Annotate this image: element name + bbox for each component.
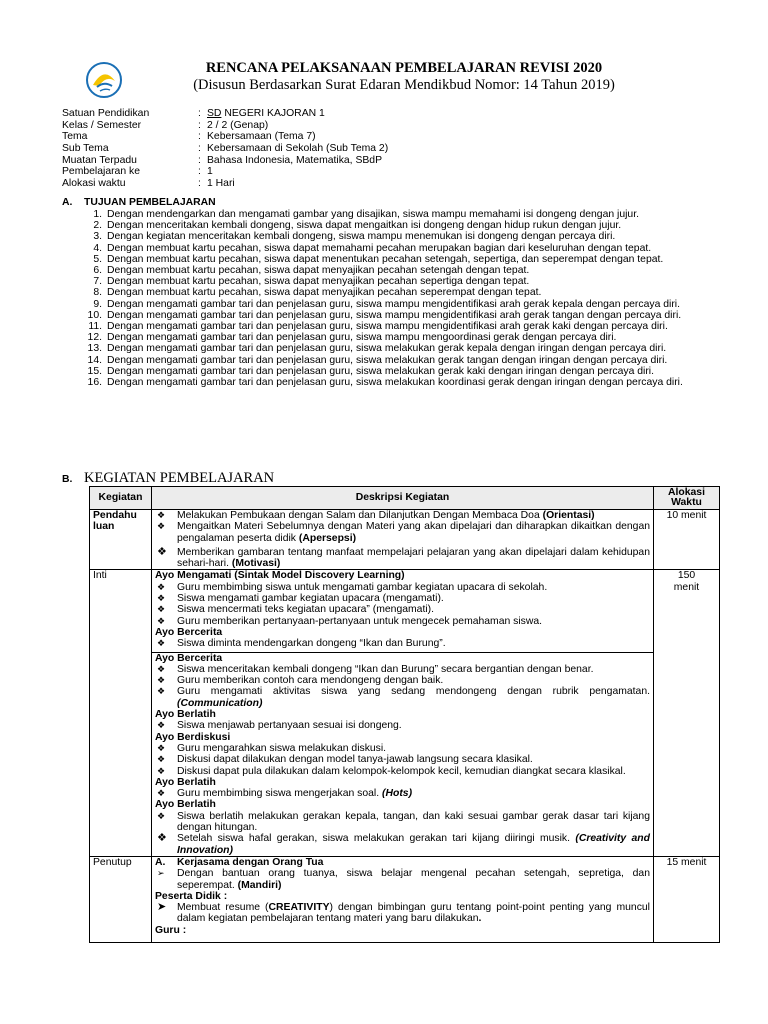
identity-label: Pembelajaran ke (62, 166, 140, 178)
goal-text: Dengan mengamati gambar tari dan penjelasan guru, siswa mampu mengidentifikasi arah gerak tangan dengan percaya diri. (107, 309, 682, 321)
activities-table (89, 486, 720, 943)
list-item: ❖ Guru memberikan pertanyaan-pertanyaan untuk mengecek pemahaman siswa. (157, 615, 543, 627)
diamond-bullet-icon: ❖ (157, 788, 166, 799)
identity-row (62, 131, 388, 143)
goal-number: 2. (93, 220, 102, 232)
goal-number: 13. (87, 343, 102, 355)
diamond-bullet-icon: ❖ (157, 765, 166, 776)
goal-text: Dengan mengamati gambar tari dan penjelasan guru, siswa melakukan gerak kepala dengan iringan dengan percaya diri. (107, 343, 667, 355)
list-item (84, 287, 714, 298)
list-item (84, 299, 714, 310)
header-alokasi: Alokasi Waktu (654, 487, 720, 510)
document-title: RENCANA PELAKSANAAN PEMBELAJARAN REVISI 2020 (205, 60, 603, 76)
goal-number: 12. (87, 332, 102, 344)
diamond-bullet-icon: ❖ (157, 521, 166, 532)
goal-text: Dengan mendengarkan dan mengamati gambar yang disajikan, siswa mampu memahami isi dongeng dengan jujur. (107, 209, 639, 220)
list-item (84, 343, 714, 354)
list-item: ❖ Siswa berlatih melakukan gerakan kepala, tangan, dan kaki sesuai gambar gerak dasar tari kijang dengan hitungan. (157, 810, 650, 834)
list-item: ➢ Dengan bantuan orang tuanya, siswa belajar mengenal pecahan setengah, sepretiga, dan seperempat. (Mandiri) (157, 868, 650, 891)
identity-value: Kebersamaan (Tema 7) (207, 131, 316, 143)
list-item: ❖ Siswa menjawab pertanyaan sesuai isi dongeng. (157, 720, 402, 732)
diamond-bullet-icon: ❖ (157, 604, 166, 615)
goal-number: 11. (88, 321, 102, 333)
goal-text: Dengan mengamati gambar tari dan penjelasan guru, siswa mampu mengidentifikasi arah gerak kepala dengan percaya diri. (107, 298, 680, 310)
goal-number: 3. (93, 231, 102, 243)
list-item: ❖ Diskusi dapat pula dilakukan dalam kelompok-kelompok kecil, kemudian diangkat secara klasikal. (157, 765, 626, 777)
list-item (84, 254, 714, 265)
list-item: ❖ Siswa mengamati gambar kegiatan upacara (mengamati). (157, 593, 444, 605)
list-item: ❖ Guru memberikan contoh cara mendongeng dengan baik. (157, 675, 444, 687)
goal-text: Dengan membuat kartu pecahan, siswa dapat menyajikan pecahan setengah dengan tepat. (107, 265, 530, 277)
subheading-bercerita-2: Ayo Bercerita (155, 652, 223, 664)
list-item: ❖ Setelah siswa hafal gerakan, siswa melakukan gerakan tari kijang diiringi musik. (Creativity and Innovation) (157, 832, 650, 856)
diamond-bullet-icon: ❖ (157, 742, 166, 753)
identity-row (62, 120, 388, 132)
list-item (84, 265, 714, 276)
identity-value: SD NEGERI KAJORAN 1 (207, 108, 325, 119)
list-item: ❖ Memberikan gambaran tentang manfaat mempelajari pelajaran yang akan dipelajari dalam kehidupan sehari-hari. (Motivasi) (157, 545, 650, 570)
arrowhead-bullet-icon: ➢ (157, 868, 165, 879)
goal-number: 6. (93, 265, 102, 277)
identity-label: Muatan Terpadu (62, 154, 137, 166)
diamond-bullet-icon: ❖ (157, 720, 166, 731)
alokasi-pendahuluan: 10 menit (654, 510, 720, 570)
subheading-bercerita: Ayo Bercerita (155, 626, 223, 638)
identity-value: Kebersamaan di Sekolah (Sub Tema 2) (207, 143, 389, 155)
section-b-letter: B. (62, 474, 73, 485)
list-item: ❖ Guru membimbing siswa untuk mengamati gambar kegiatan upacara di sekolah. (157, 581, 548, 593)
row-penutup (90, 856, 720, 942)
diamond-bullet-icon: ❖ (157, 754, 166, 765)
mengamati-list (155, 582, 650, 627)
row-pendahuluan (90, 510, 720, 570)
list-item: ❖ Guru mengarahkan siswa melakukan diskusi. (157, 742, 387, 754)
goal-number: 16. (87, 377, 102, 389)
goal-number: 9. (93, 298, 102, 310)
goal-text: Dengan mengamati gambar tari dan penjelasan guru, siswa melakukan gerak kaki dengan iringan dengan percaya diri. (107, 365, 654, 377)
identity-colon: : (198, 178, 201, 190)
goal-text: Dengan kegiatan menceritakan kembali dongeng, siswa mampu menemukan isi dongeng dengan percaya diri. (107, 231, 616, 243)
identity-colon: : (198, 154, 201, 166)
table-header-row (90, 487, 720, 510)
list-item (84, 276, 714, 287)
goal-text: Dengan menceritakan kembali dongeng, siswa dapat mengaitkan isi dongeng dengan hidup rukun dengan jujur. (107, 220, 622, 232)
identity-row (62, 178, 388, 190)
goal-text: Dengan mengamati gambar tari dan penjelasan guru, siswa melakukan gerak tangan dengan iringan dengan percaya diri. (107, 354, 668, 366)
bercerita2-list (155, 664, 650, 687)
diamond-bullet-icon: ❖ (157, 663, 166, 674)
arrowhead-bullet-icon: ➤ (157, 901, 167, 914)
goal-number: 5. (93, 253, 102, 265)
list-item (84, 310, 714, 321)
diamond-bullet-icon: ❖ (157, 510, 166, 520)
deskripsi-inti-part2 (152, 652, 654, 856)
goal-text: Dengan mengamati gambar tari dan penjelasan guru, siswa mampu mengoordinasi gerak dengan percaya diri. (107, 332, 617, 344)
identity-value: Bahasa Indonesia, Matematika, SBdP (207, 154, 383, 166)
goal-number: 14. (87, 354, 102, 366)
berdiskusi-list (155, 743, 650, 777)
header-deskripsi: Deskripsi Kegiatan (152, 487, 654, 510)
row-inti-cont (90, 652, 720, 856)
subheading-kerjasama: A. Kerjasama dengan Orang Tua (155, 856, 324, 868)
goal-text: Dengan membuat kartu pecahan, siswa dapat memahami pecahan merupakan bagian dari keseluruhan dengan tepat. (107, 242, 652, 254)
identity-colon: : (198, 143, 201, 155)
list-item: ❖ Siswa menceritakan kembali dongeng “Ikan dan Burung” secara bergantian dengan benar. (157, 663, 594, 675)
diamond-bullet-icon: ❖ (157, 686, 166, 697)
list-item (84, 209, 714, 220)
subheading-peserta: Peserta Didik : (155, 890, 228, 902)
identity-row (62, 108, 388, 120)
diamond-bullet-icon: ❖ (157, 593, 166, 604)
subheading-guru: Guru : (155, 924, 187, 936)
list-item (84, 243, 714, 254)
identity-colon: : (198, 131, 201, 143)
identity-label: Tema (62, 131, 88, 143)
identity-value: 1 Hari (207, 178, 235, 190)
document-header (84, 60, 724, 100)
list-item (84, 355, 714, 366)
diamond-bullet-icon: ❖ (157, 675, 166, 686)
goal-text: Dengan membuat kartu pecahan, siswa dapat menentukan pecahan setengah, sepertiga, dan seperempat dengan tepat. (107, 253, 664, 265)
goal-number: 4. (93, 242, 102, 254)
row-inti (90, 570, 720, 652)
identity-colon: : (198, 166, 201, 178)
list-item: ❖ Guru mengamati aktivitas siswa yang sedang mendongeng dengan rubrik pengamatan. (Communication) (157, 686, 650, 709)
list-item: ❖ Siswa diminta mendengarkan dongeng “Ikan dan Burung”. (157, 638, 446, 650)
diamond-bullet-icon: ❖ (157, 581, 166, 592)
list-item (84, 377, 714, 388)
list-item (84, 366, 714, 377)
diamond-bullet-icon: ❖ (157, 615, 166, 626)
document-subtitle: (Disusun Berdasarkan Surat Edaran Mendikbud Nomor: 14 Tahun 2019) (193, 77, 615, 93)
section-b-title: KEGIATAN PEMBELAJARAN (84, 470, 275, 486)
berlatih1-list (155, 720, 650, 731)
identity-label: Sub Tema (62, 143, 109, 155)
subheading-mengamati: Ayo Mengamati (Sintak Model Discovery Learning) (155, 570, 405, 582)
subheading-berlatih-3: Ayo Berlatih (155, 799, 216, 811)
kegiatan-inti: Inti (90, 570, 152, 856)
kegiatan-penutup: Penutup (90, 856, 152, 942)
deskripsi-pendahuluan (152, 510, 654, 570)
identity-colon: : (198, 119, 201, 131)
list-item: ➤ Membuat resume (CREATIVITY) dengan bimbingan guru tentang point-point penting yang muncul dalam kegiatan pembelajaran tentang materi yang baru dilakukan. (157, 901, 650, 925)
alokasi-penutup: 15 menit (654, 856, 720, 942)
identity-value: 1 (207, 166, 213, 178)
identity-block (62, 108, 388, 190)
goal-number: 10. (87, 309, 102, 321)
diamond-bullet-icon: ❖ (157, 832, 167, 845)
kegiatan-pendahuluan: Pendahu luan (90, 510, 152, 570)
identity-row (62, 143, 388, 155)
subheading-berlatih-2: Ayo Berlatih (155, 776, 216, 788)
section-a-letter: A. (62, 197, 73, 208)
bercerita-list (155, 638, 650, 649)
list-item (84, 332, 714, 343)
identity-value: 2 / 2 (Genap) (207, 119, 269, 131)
goal-number: 7. (93, 276, 102, 288)
subheading-berdiskusi: Ayo Berdiskusi (155, 731, 231, 743)
subheading-berlatih-1: Ayo Berlatih (155, 709, 216, 721)
identity-label: Satuan Pendidikan (62, 108, 150, 119)
identity-row (62, 155, 388, 167)
diamond-bullet-icon: ❖ (157, 545, 167, 558)
learning-goals-list (84, 209, 714, 388)
deskripsi-inti-part1 (152, 570, 654, 652)
list-item: ❖ Melakukan Pembukaan dengan Salam dan Dilanjutkan Dengan Membaca Doa (Orientasi) (157, 510, 595, 521)
goal-text: Dengan mengamati gambar tari dan penjelasan guru, siswa melakukan koordinasi gerak dengan iringan dengan percaya diri. (107, 377, 683, 389)
list-item: ❖ Diskusi dapat dilakukan dengan model tanya-jawab langsung secara klasikal. (157, 754, 533, 766)
alokasi-inti: 150 menit (654, 570, 720, 856)
goal-text: Dengan membuat kartu pecahan, siswa dapat menyajikan pecahan sepertiga dengan tepat. (107, 276, 530, 288)
section-a-title: TUJUAN PEMBELAJARAN (84, 197, 216, 208)
identity-label: Kelas / Semester (62, 119, 142, 131)
header-kegiatan: Kegiatan (90, 487, 152, 510)
list-item (84, 220, 714, 231)
list-item (84, 231, 714, 242)
list-item: ❖ Guru membimbing siswa mengerjakan soal. (Hots) (157, 788, 413, 800)
section-b-heading (62, 470, 274, 487)
goal-number: 15. (87, 365, 102, 377)
identity-colon: : (198, 108, 201, 119)
goal-number: 8. (93, 287, 102, 299)
list-item: ❖ Mengaitkan Materi Sebelumnya dengan Materi yang akan dipelajari dan diharapkan dikaitkan dengan pengalaman peserta didik (Apersepsi) (157, 521, 650, 544)
identity-label: Alokasi waktu (62, 178, 126, 190)
goal-number: 1. (93, 209, 102, 220)
list-item (84, 321, 714, 332)
diamond-bullet-icon: ❖ (157, 810, 166, 821)
identity-row (62, 166, 388, 178)
goal-text: Dengan membuat kartu pecahan, siswa dapat menyajikan pecahan seperempat dengan tepat. (107, 287, 542, 299)
deskripsi-penutup (152, 856, 654, 942)
diamond-bullet-icon: ❖ (157, 638, 166, 649)
section-a-heading (62, 197, 216, 208)
list-item: ❖ Siswa mencermati teks kegiatan upacara” (mengamati). (157, 604, 434, 616)
goal-text: Dengan mengamati gambar tari dan penjelasan guru, siswa mampu mengidentifikasi arah gerak kaki dengan percaya diri. (107, 321, 668, 333)
